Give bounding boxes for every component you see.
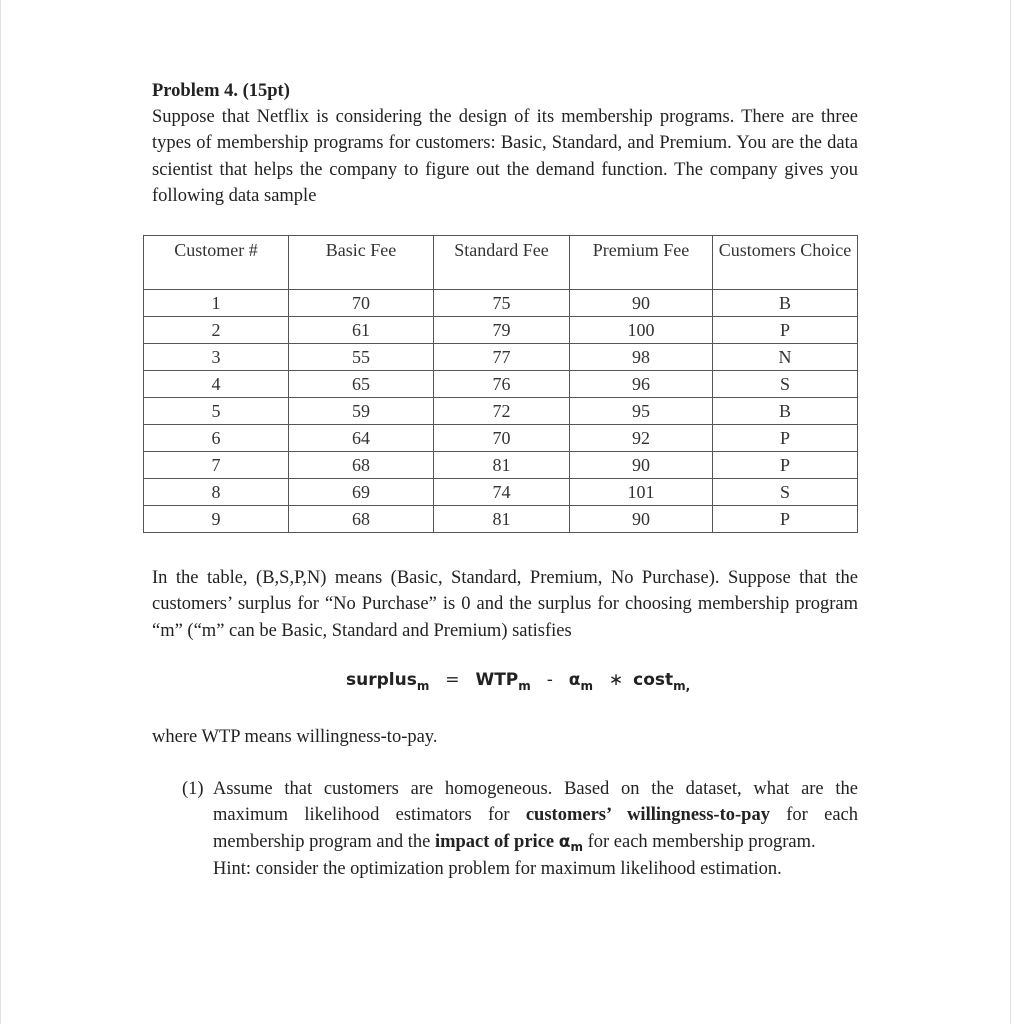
table-cell: 96 (570, 371, 713, 398)
table-cell: 6 (144, 425, 289, 452)
table-cell: 72 (434, 398, 570, 425)
alpha-symbol: α (558, 831, 571, 852)
table-cell: 9 (144, 506, 289, 533)
table-cell: 79 (434, 317, 570, 344)
table-cell: 77 (434, 344, 570, 371)
table-cell: 70 (434, 425, 570, 452)
table-cell: S (713, 371, 858, 398)
problem-intro: Suppose that Netflix is considering the design of its membership programs. There are three types of membership programs for customers: Basic, Standard, and Premium. You are the data scientist that helps the company to figure out the demand function. The company gives you following data sample (152, 107, 858, 207)
header-customer: Customer # (144, 236, 289, 290)
table-cell: 1 (144, 290, 289, 317)
surplus-formula (346, 670, 691, 693)
header-standard-fee: Standard Fee (434, 236, 570, 290)
question-text-1: Assume that customers are homogeneous. Based on the dataset, what are the maximum likelihood estimators for (213, 779, 858, 826)
formula-equals: = (445, 670, 460, 690)
table-cell: B (713, 398, 858, 425)
table-cell: P (713, 425, 858, 452)
header-basic-fee: Basic Fee (289, 236, 434, 290)
table-row (144, 506, 858, 533)
table-header-row (144, 236, 858, 290)
table-cell: 68 (289, 506, 434, 533)
explanation-paragraph: In the table, (B,S,P,N) means (Basic, Standard, Premium, No Purchase). Suppose that the customers’ surplus for “No Purchase” is 0 and the surplus for choosing membership program “m” (“m” can be Basic, Standard and Premium) satisfies (152, 568, 858, 641)
table-row (144, 479, 858, 506)
formula-surplus: surplus (346, 670, 417, 690)
table-cell: 7 (144, 452, 289, 479)
alpha-sub: m (570, 839, 583, 854)
question-1 (182, 776, 858, 883)
table-row (144, 398, 858, 425)
table-cell: 98 (570, 344, 713, 371)
table-cell: 68 (289, 452, 434, 479)
table-cell: 64 (289, 425, 434, 452)
table-cell: 95 (570, 398, 713, 425)
table-cell: 76 (434, 371, 570, 398)
table-cell: 70 (289, 290, 434, 317)
formula-wtp: WTP (475, 670, 519, 690)
table-row (144, 452, 858, 479)
table-cell: 59 (289, 398, 434, 425)
formula-cost-sub: m, (673, 679, 691, 693)
question-number: (1) (182, 779, 204, 799)
where-text: where WTP means willingness-to-pay. (152, 727, 438, 747)
formula-alpha: α (568, 670, 581, 690)
table-cell: 3 (144, 344, 289, 371)
question-hint: Hint: consider the optimization problem for maximum likelihood estimation. (213, 859, 782, 880)
table-cell: 100 (570, 317, 713, 344)
table-cell: 2 (144, 317, 289, 344)
question-bold-wtp: customers’ willingness-to-pay (525, 805, 770, 826)
table-cell: 81 (434, 452, 570, 479)
table-cell: 90 (570, 452, 713, 479)
table-row (144, 317, 858, 344)
question-body (213, 776, 858, 883)
table-cell: 65 (289, 371, 434, 398)
question-text-3: for each membership program. (582, 831, 816, 852)
table-cell: B (713, 290, 858, 317)
table-cell: 90 (570, 290, 713, 317)
table-row (144, 344, 858, 371)
table-cell: 90 (570, 506, 713, 533)
table-cell: 75 (434, 290, 570, 317)
formula-wtp-sub: m (518, 679, 531, 693)
table-cell: 61 (289, 317, 434, 344)
question-alpha (559, 832, 583, 852)
table-cell: 55 (289, 344, 434, 371)
page-border-left (0, 0, 1, 1024)
table-cell: 92 (570, 425, 713, 452)
table-cell: N (713, 344, 858, 371)
table-cell: S (713, 479, 858, 506)
table-cell: P (713, 506, 858, 533)
table-cell: P (713, 317, 858, 344)
table-cell: 8 (144, 479, 289, 506)
table-cell: P (713, 452, 858, 479)
formula-alpha-sub: m (580, 679, 593, 693)
table-cell: 4 (144, 371, 289, 398)
problem-title: Problem 4. (15pt) (152, 81, 290, 101)
table-cell: 101 (570, 479, 713, 506)
formula-cost: cost (633, 670, 674, 690)
header-customers-choice: Customers Choice (713, 236, 858, 290)
table-cell: 74 (434, 479, 570, 506)
question-text-2: for each membership program and the (213, 805, 858, 852)
formula-minus: - (546, 670, 553, 690)
data-table (143, 235, 858, 533)
header-premium-fee: Premium Fee (570, 236, 713, 290)
table-row (144, 425, 858, 452)
formula-surplus-sub: m (416, 679, 430, 693)
table-cell: 69 (289, 479, 434, 506)
table-cell: 81 (434, 506, 570, 533)
table-cell: 5 (144, 398, 289, 425)
problem-header (152, 78, 858, 210)
table-row (144, 371, 858, 398)
formula-times: ∗ (608, 670, 624, 690)
question-bold-impact: impact of price (434, 831, 555, 852)
table-row (144, 290, 858, 317)
